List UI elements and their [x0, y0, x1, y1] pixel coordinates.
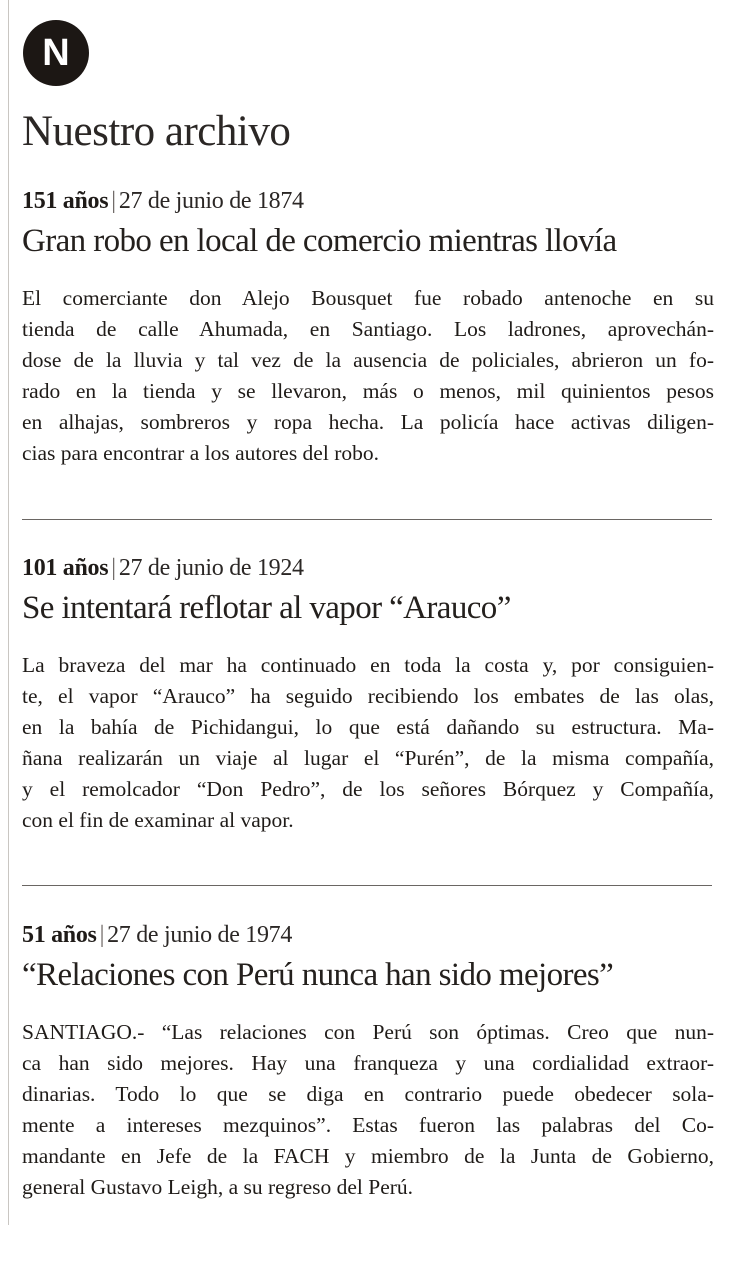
entry-divider [22, 519, 712, 520]
entry-divider [22, 885, 712, 886]
body-line: con el fin de examinar al vapor. [22, 808, 294, 832]
archive-entry-1874 [22, 186, 714, 469]
entry-headline: Se intentará reflotar al vapor “Arauco” [22, 590, 511, 626]
body-line: cias para encontrar a los autores del robo. [22, 441, 379, 465]
body-line: ca han sido mejores. Hay una franqueza y una cordialidad extraor- [22, 1051, 714, 1075]
body-line: y el remolcador “Don Pedro”, de los señores Bórquez y Compañía, [22, 777, 714, 801]
entry-body [22, 283, 714, 469]
entry-meta [22, 553, 714, 583]
body-line: te, el vapor “Arauco” ha seguido recibiendo los embates de las olas, [22, 684, 714, 708]
body-line: rado en la tienda y se llevaron, más o menos, mil quinientos pesos [22, 379, 714, 403]
entry-headline: “Relaciones con Perú nunca han sido mejores” [22, 957, 614, 993]
entry-date: 27 de junio de 1924 [118, 555, 304, 581]
page-left-rule [8, 0, 9, 1225]
archive-entry-1974 [22, 920, 714, 1203]
body-line: en la bahía de Pichidangui, lo que está dañando su estructura. Ma- [22, 715, 714, 739]
meta-separator: | [99, 922, 105, 948]
body-line: mandante en Jefe de la FACH y miembro de la Junta de Gobierno, [22, 1144, 714, 1168]
meta-separator: | [111, 555, 116, 581]
body-line: general Gustavo Leigh, a su regreso del Perú. [22, 1175, 414, 1199]
body-line: El comerciante don Alejo Bousquet fue robado antenoche en su [22, 286, 714, 310]
entry-meta [22, 186, 714, 216]
meta-separator: | [111, 188, 116, 214]
section-title: Nuestro archivo [22, 108, 291, 155]
entry-date: 27 de junio de 1974 [107, 922, 293, 948]
body-line: ñana realizarán un viaje al lugar el “Purén”, de la misma compañía, [22, 746, 714, 770]
body-line: dinarias. Todo lo que se diga en contrario puede obedecer sola- [22, 1082, 714, 1106]
publication-logo-icon: N [23, 20, 89, 86]
entry-headline: Gran robo en local de comercio mientras llovía [22, 223, 617, 259]
entry-meta [22, 920, 714, 950]
entry-body [22, 1017, 714, 1203]
entry-years: 151 años [22, 188, 109, 214]
body-line: dose de la lluvia y tal vez de la ausencia de policiales, abrieron un fo- [22, 348, 714, 372]
entry-years: 51 años [22, 922, 97, 948]
body-line: en alhajas, sombreros y ropa hecha. La policía hace activas diligen- [22, 410, 714, 434]
body-line: mente a intereses mezquinos”. Estas fueron las palabras del Co- [22, 1113, 714, 1137]
body-line: SANTIAGO.- “Las relaciones con Perú son óptimas. Creo que nun- [22, 1020, 714, 1044]
archive-entry-1924 [22, 553, 714, 836]
entry-years: 101 años [22, 555, 109, 581]
body-line: tienda de calle Ahumada, en Santiago. Los ladrones, aprovechán- [22, 317, 714, 341]
body-line: La braveza del mar ha continuado en toda la costa y, por consiguien- [22, 653, 714, 677]
entry-date: 27 de junio de 1874 [118, 188, 304, 214]
entry-body [22, 650, 714, 836]
